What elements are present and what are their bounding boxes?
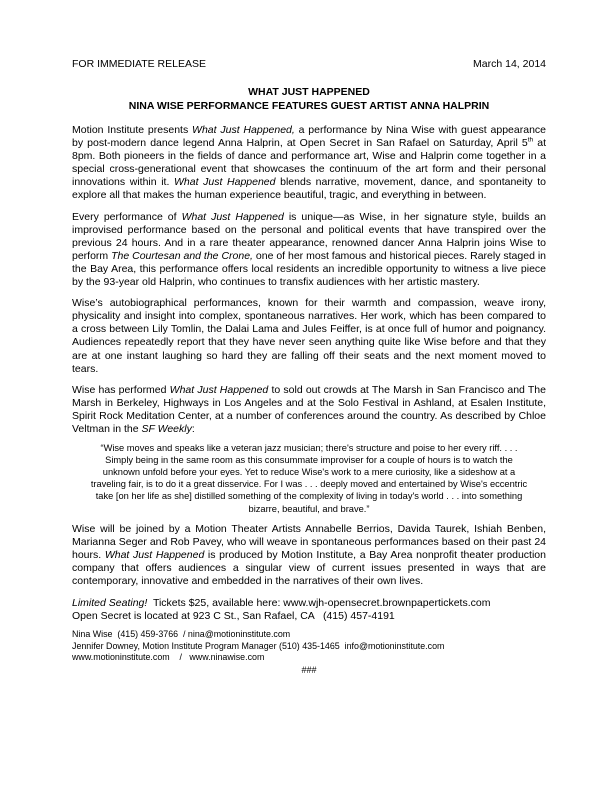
release-label: FOR IMMEDIATE RELEASE (72, 58, 206, 70)
text-run: Wise will be joined by a Motion Theater Artists Annabelle Berrios, Davida Taurek, Ishiah Benben, Marianna Seger and Rob Pavey, who will weave in spontaneous performances based on their past 24 hours. (72, 522, 546, 561)
contact-jennifer: Jennifer Downey, Motion Institute Program Manager (510) 435-1465 info@motioninstitute.com (72, 640, 445, 651)
text-run: one of her most famous and historical pieces. Rarely staged in the Bay Area, this performance offers local residents an incredible opportunity to witness a live piece by the 93-year old Halprin, who continues to transfix audiences with her artistic mastery. (72, 249, 546, 289)
show-title: What Just Happened (174, 176, 276, 189)
contact-websites: www.motioninstitute.com / www.ninawise.com (72, 652, 265, 663)
paragraph-joined (72, 523, 546, 588)
show-title: What Just Happened, (192, 124, 295, 136)
text-run: : (191, 422, 195, 435)
text-run: is produced by Motion Institute, a Bay Area nonprofit theater production company that offers audiences a singular view of current issues presented in ways that are contemporary, innovative and embedded in the narratives of their own lives. (72, 548, 546, 587)
show-title: What Just Happened (169, 383, 269, 396)
paragraph-intro (72, 124, 546, 203)
release-date: March 14, 2014 (473, 58, 546, 70)
limited-seating-label: Limited Seating! (72, 597, 148, 610)
release-header (72, 58, 546, 71)
headline (72, 85, 546, 113)
piece-title: The Courtesan and the Crone, (111, 249, 253, 262)
end-mark: ### (301, 665, 317, 676)
paragraph-unique (72, 211, 546, 290)
ticket-details: Tickets $25, available here: www.wjh-opensecret.brownpapertickets.com (147, 597, 491, 610)
text-run: Motion Institute presents (72, 124, 193, 136)
show-title: What Just Happened (181, 210, 284, 223)
ticket-line (72, 597, 546, 610)
venue-location: Open Secret is located at 923 C St., San Rafael, CA (415) 457-4191 (72, 610, 395, 623)
text-run: at 8pm. Both pioneers in the fields of dance and performance art, Wise and Halprin come together in a special cross-generational event that showcases the continuum of the art form and their personal innovations within it. (72, 137, 546, 189)
text-run: a performance by Nina Wise with guest appearance by post-modern dance legend Anna Halprin, at Open Secret in San Rafael on Saturday, April 5 (72, 124, 546, 150)
headline-line-1: WHAT JUST HAPPENED (248, 86, 370, 98)
text-run: Every performance of (72, 210, 182, 223)
text-run: blends narrative, movement, dance, and spontaneity to explore all that makes the human experience beautiful, tragic, and everything in between. (72, 176, 547, 202)
text-run: to sold out crowds at The Marsh in San Francisco and The Marsh in Berkeley, Highways in Los Angeles and at the Solo Festival in Ashland, at Esalen Institute, Spirit Rock Meditation Center, at a number of conferences around the country. As described by Chloe Veltman in the (72, 383, 546, 435)
review-quote: “Wise moves and speaks like a veteran jazz musician; there's structure and poise to her every riff. . . . Simply being in the same room as this consummate improviser for a couple of hours is to watch the unknown unfold before your eyes. Yet to reduce Wise's work to a mere curiosity, like a sideshow at a traveling fair, is to do it a great disservice. For I was . . . deeply moved and entertained by Wise's eccentric take [on her life as she] distilled something of the complexity of living in today's world . . . into something bizarre, beautiful, and brave.” (90, 443, 528, 514)
paragraph-autobiographical: Wise’s autobiographical performances, known for their warmth and compassion, weave irony, physicality and insight into complex, spontaneous narratives. Her work, which has been compared to a cross between Lily Tomlin, the Dalai Lama and Jules Feiffer, is at once full of humor and poignancy. Audiences repeatedly report that they have never seen anything quite like Wise before and that they are at one instant laughing so hard they are falling off their seats and the next moment moved to tears. (72, 297, 546, 375)
text-run: is unique—as Wise, in her signature style, builds an improvised performance based on the personal and political events that have transpired over the previous 24 hours. And in a rare theater appearance, renowned dancer Anna Halprin joins Wise to perform (72, 210, 547, 262)
contact-block (72, 629, 546, 664)
text-run: Wise has performed (72, 383, 170, 396)
ticket-info (72, 597, 546, 623)
show-title: What Just Happened (104, 548, 205, 561)
headline-line-2: NINA WISE PERFORMANCE FEATURES GUEST ARTIST ANNA HALPRIN (128, 100, 490, 112)
ordinal-suffix: th (527, 136, 534, 144)
press-release-page (72, 58, 546, 675)
paragraph-performed (72, 384, 546, 436)
publication-title: SF Weekly (141, 422, 192, 435)
contact-nina: Nina Wise (415) 459-3766 / nina@motioninstitute.com (72, 629, 291, 640)
